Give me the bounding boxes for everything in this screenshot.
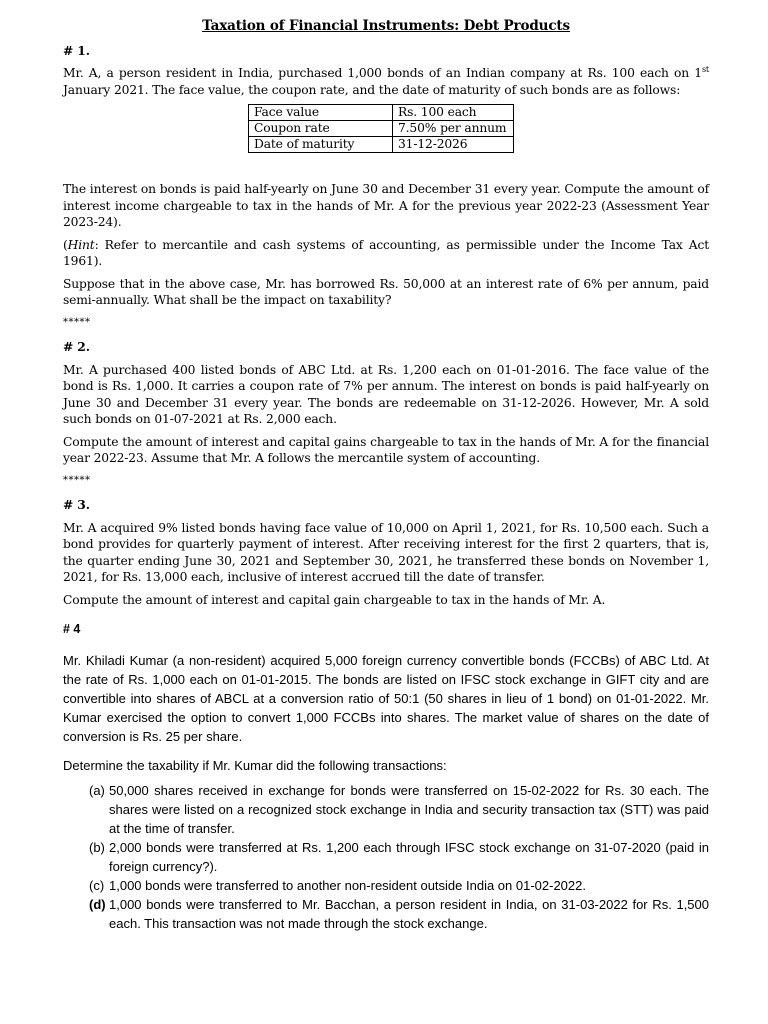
list-item — [89, 838, 709, 876]
table-value: Rs. 100 each — [393, 105, 514, 121]
question-3-paragraph-1: Mr. A acquired 9% listed bonds having face value of 10,000 on April 1, 2021, for Rs. 10,500 each. Such a bond provides for quarterly payment of interest. After receiving interest for the first 2 quarters, that is, the quarter ending June 30, 2021 and September 30, 2021, he transferred these bonds on November 1, 2021, for Rs. 13,000 each, inclusive of interest accrued till the date of transfer. — [63, 520, 709, 584]
question-2-paragraph-2: Compute the amount of interest and capital gains chargeable to tax in the hands of Mr. A for the financial year 2022-23. Assume that Mr. A follows the mercantile system of accounting. — [63, 434, 709, 465]
question-4 — [63, 620, 709, 933]
list-item-text: 1,000 bonds were transferred to Mr. Bacchan, a person resident in India, on 31-03-2022 for Rs. 1,500 each. This transaction was not made through the stock exchange. — [109, 897, 709, 931]
bond-details-table — [248, 104, 514, 153]
question-4-paragraph-1: Mr. Khiladi Kumar (a non-resident) acquired 5,000 foreign currency convertible bonds (FCCBs) of ABC Ltd. At the rate of Rs. 1,000 each on 01-01-2015. The bonds are listed on IFSC stock exchange in GIFT city and are convertible into shares of ABCL at a conversion ratio of 50:1 (50 shares in lieu of 1 bond) on 01-01-2022. Mr. Kumar exercised the option to convert 1,000 FCCBs into shares. The market value of shares on the date of conversion is Rs. 25 per share. — [63, 653, 709, 744]
intro-text-b: January 2021. The face value, the coupon rate, and the date of maturity of such bonds are as follows: — [63, 82, 681, 97]
question-1-paragraph-4: Suppose that in the above case, Mr. has borrowed Rs. 50,000 at an interest rate of 6% per annum, paid semi-annually. What shall be the impact on taxability? — [63, 276, 709, 307]
table-row — [249, 137, 514, 153]
document-page — [63, 18, 709, 933]
table-value: 31-12-2026 — [393, 137, 514, 153]
question-4-number: # 4 — [63, 622, 81, 636]
question-1-hint — [63, 237, 709, 270]
question-2 — [63, 339, 709, 489]
list-marker: (c) — [89, 878, 105, 893]
hint-label: Hint — [67, 237, 95, 252]
table-row — [249, 121, 514, 137]
table-label: Face value — [249, 105, 393, 121]
list-item — [89, 895, 709, 933]
section-separator: ***** — [63, 474, 91, 486]
question-3-paragraph-2: Compute the amount of interest and capital gain chargeable to tax in the hands of Mr. A. — [63, 592, 606, 607]
table-label: Coupon rate — [249, 121, 393, 137]
document-title: Taxation of Financial Instruments: Debt Products — [202, 18, 570, 34]
section-separator: ***** — [63, 316, 91, 328]
ordinal-suffix: st — [701, 64, 709, 74]
question-3 — [63, 497, 709, 608]
question-1 — [63, 43, 709, 332]
table-label: Date of maturity — [249, 137, 393, 153]
list-marker: (a) — [89, 783, 105, 798]
list-item — [89, 876, 709, 895]
question-1-intro — [63, 65, 709, 98]
question-2-number: # 2. — [63, 339, 90, 354]
list-item-text: 1,000 bonds were transferred to another non-resident outside India on 01-02-2022. — [109, 878, 586, 893]
table-value: 7.50% per annum — [393, 121, 514, 137]
question-4-paragraph-2: Determine the taxability if Mr. Kumar did the following transactions: — [63, 758, 447, 773]
list-item — [89, 781, 709, 838]
hint-open: ( — [63, 237, 68, 252]
list-marker: (d) — [89, 897, 106, 912]
transaction-list — [63, 781, 709, 933]
question-3-number: # 3. — [63, 497, 90, 512]
table-row — [249, 105, 514, 121]
question-2-paragraph-1: Mr. A purchased 400 listed bonds of ABC Ltd. at Rs. 1,200 each on 01-01-2016. The face value of the bond is Rs. 1,000. It carries a coupon rate of 7% per annum. The interest on bonds is paid half-yearly on June 30 and December 31 every year. The bonds are redeemable on 31-12-2026. However, Mr. A sold such bonds on 01-07-2021 at Rs. 2,000 each. — [63, 362, 709, 426]
list-marker: (b) — [89, 840, 105, 855]
hint-text: : Refer to mercantile and cash systems of accounting, as permissible under the Income Tax Act 1961). — [63, 237, 709, 268]
list-item-text: 50,000 shares received in exchange for bonds were transferred on 15-02-2022 for Rs. 30 each. The shares were listed on a recognized stock exchange in India and security transaction tax (STT) was paid at the time of transfer. — [109, 783, 709, 836]
question-1-paragraph-2: The interest on bonds is paid half-yearly on June 30 and December 31 every year. Compute the amount of interest income chargeable to tax in the hands of Mr. A for the previous year 2022-23 (Assessment Year 2023-24). — [63, 182, 709, 229]
intro-text-a: Mr. A, a person resident in India, purchased 1,000 bonds of an Indian company at Rs. 100 each on 1 — [63, 66, 702, 80]
question-1-number: # 1. — [63, 42, 90, 58]
list-item-text: 2,000 bonds were transferred at Rs. 1,200 each through IFSC stock exchange on 31-07-2020 (paid in foreign currency?). — [109, 840, 709, 874]
